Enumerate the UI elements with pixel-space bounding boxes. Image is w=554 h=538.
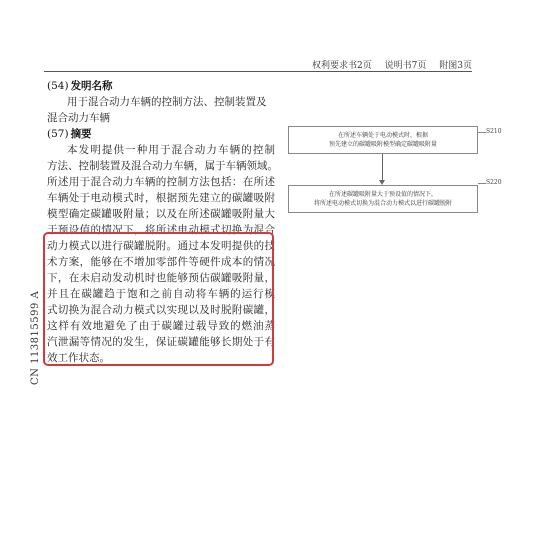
flowchart-step-text: 在所述车辆处于电动模式时，根据 (337, 132, 428, 139)
abstract-line: 模型确定碳罐吸附量；以及在所述碳罐吸附量大 (47, 208, 275, 220)
header-divider (44, 71, 472, 72)
page-count-header (302, 58, 472, 71)
flowchart-step-text: 在所述碳罐吸附量大于预设值的情况下， (328, 191, 437, 198)
publication-number: CN 113815599 A (30, 290, 41, 385)
drawings-pages: 附图3页 (439, 61, 472, 71)
flow-arrow (382, 154, 383, 182)
abstract-line: 式切换为混合动力模式以实现以及时脱附碳罐， (47, 304, 275, 316)
step-leader-line (478, 183, 486, 184)
abstract-line: 于预设值的情况下，将所述电动模式切换为混合 (47, 224, 275, 236)
abstract-line: 下，在未启动发动机时也能够预估碳罐吸附量， (47, 272, 275, 284)
invention-title-line: 混合动力车辆 (47, 112, 110, 124)
abstract-line: 效工作状态。 (47, 352, 110, 364)
abstract-line: 方法、控制装置及混合动力车辆，属于车辆领域。 (47, 160, 278, 172)
abstract-line: 这样有效地避免了由于碳罐过载导致的燃油蒸 (47, 320, 275, 332)
abstract-line: 车辆处于电动模式时，根据预先建立的碳罐吸附 (47, 192, 275, 204)
highlight-box (43, 232, 274, 366)
claims-pages: 权利要求书2页 (312, 61, 372, 71)
invention-title-label: 发明名称 (70, 80, 113, 92)
abstract-line: 本发明提供一种用于混合动力车辆的控制 (67, 144, 275, 156)
flowchart-step-id: S210 (486, 128, 502, 135)
flowchart-step-s210 (288, 126, 478, 154)
abstract-line: 术方案，能够在不增加零部件等硬件成本的情况 (47, 256, 275, 268)
invention-title-code: (54) (47, 80, 69, 92)
flowchart-step-s220 (288, 185, 478, 213)
flowchart-step-id: S220 (486, 179, 502, 186)
flowchart-step-text: 将所述电动模式切换为混合动力模式以进行碳罐脱附 (313, 200, 452, 207)
abstract-label: 摘要 (70, 128, 92, 140)
abstract-line: 汽泄漏等情况的发生，保证碳罐能够长期处于有 (47, 336, 275, 348)
abstract-code: (57) (47, 128, 69, 140)
invention-title-line: 用于混合动力车辆的控制方法、控制装置及 (67, 96, 267, 108)
invention-title-heading (47, 78, 113, 93)
abstract-line: 并且在碳罐趋于饱和之前自动将车辆的运行模 (47, 288, 275, 300)
abstract-heading (47, 126, 92, 141)
description-pages: 说明书7页 (384, 61, 427, 71)
abstract-line: 动力模式以进行碳罐脱附。通过本发明提供的技 (47, 240, 275, 252)
step-leader-line (478, 132, 486, 133)
abstract-line: 所述用于混合动力车辆的控制方法包括：在所述 (47, 176, 275, 188)
flowchart-step-text: 预先建立的碳罐吸附模型确定碳罐吸附量 (328, 141, 437, 148)
